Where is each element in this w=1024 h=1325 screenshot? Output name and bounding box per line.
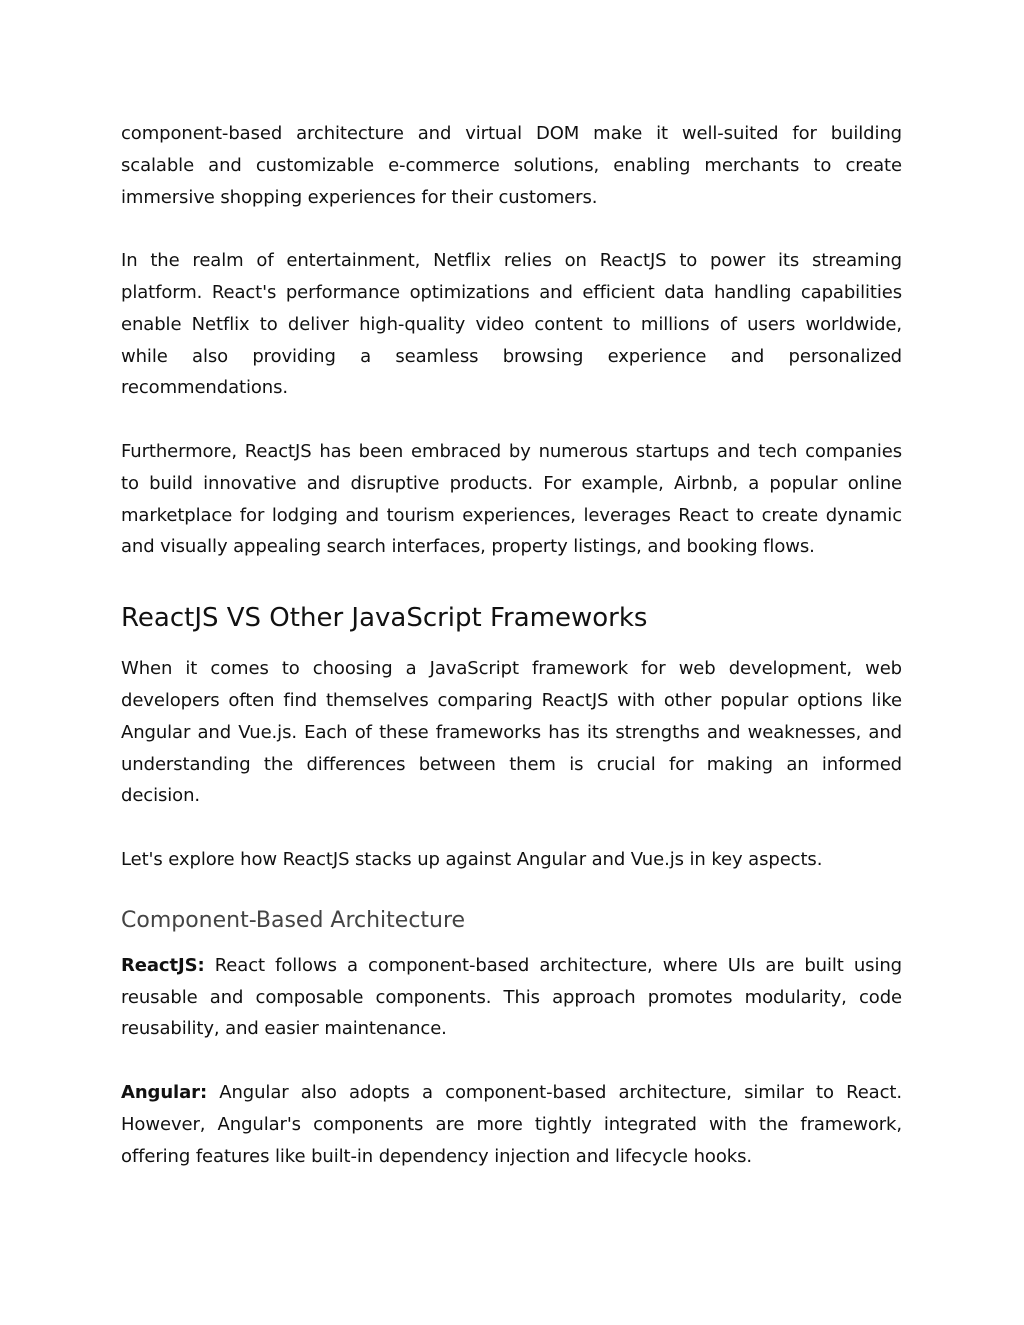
document-page — [121, 118, 902, 1172]
subsection-item-reactjs — [121, 950, 902, 1045]
subsection-item-term: ReactJS: — [121, 954, 205, 976]
section-paragraph-explore: Let's explore how ReactJS stacks up against Angular and Vue.js in key aspects. — [121, 848, 823, 870]
subsection-item-term: Angular: — [121, 1081, 208, 1103]
intro-paragraph-netflix: In the realm of entertainment, Netflix relies on ReactJS to power its streaming platform. React's performance optimizations and efficient data handling capabilities enable Netflix to deliver high-quality video content to millions of users worldwide, while also providing a seamless browsing experience and personalized recommendations. — [121, 250, 902, 399]
subsection-item-text: Angular also adopts a component-based architecture, similar to React. However, Angular's components are more tightly integrated with the framework, offering features like built-in dependency injection and lifecycle hooks. — [121, 1081, 902, 1167]
intro-paragraph-startups: Furthermore, ReactJS has been embraced by numerous startups and tech companies to build innovative and disruptive products. For example, Airbnb, a popular online marketplace for lodging and tourism experiences, leverages React to create dynamic and visually appealing search interfaces, property listings, and booking flows. — [121, 440, 902, 558]
section-paragraph-comparison: When it comes to choosing a JavaScript framework for web development, web developers often find themselves comparing ReactJS with other popular options like Angular and Vue.js. Each of these frameworks has its strengths and weaknesses, and understanding the differences between them is crucial for making an informed decision. — [121, 658, 902, 807]
intro-paragraph-ecommerce: component-based architecture and virtual DOM make it well-suited for building scalable and customizable e-commerce solutions, enabling merchants to create immersive shopping experiences for their customers. — [121, 123, 902, 208]
section-heading: ReactJS VS Other JavaScript Frameworks — [121, 603, 648, 634]
subsection-item-angular — [121, 1077, 902, 1172]
subsection-heading: Component-Based Architecture — [121, 907, 466, 933]
subsection-item-text: React follows a component-based architecture, where UIs are built using reusable and composable components. This approach promotes modularity, code reusability, and easier maintenance. — [121, 954, 902, 1040]
